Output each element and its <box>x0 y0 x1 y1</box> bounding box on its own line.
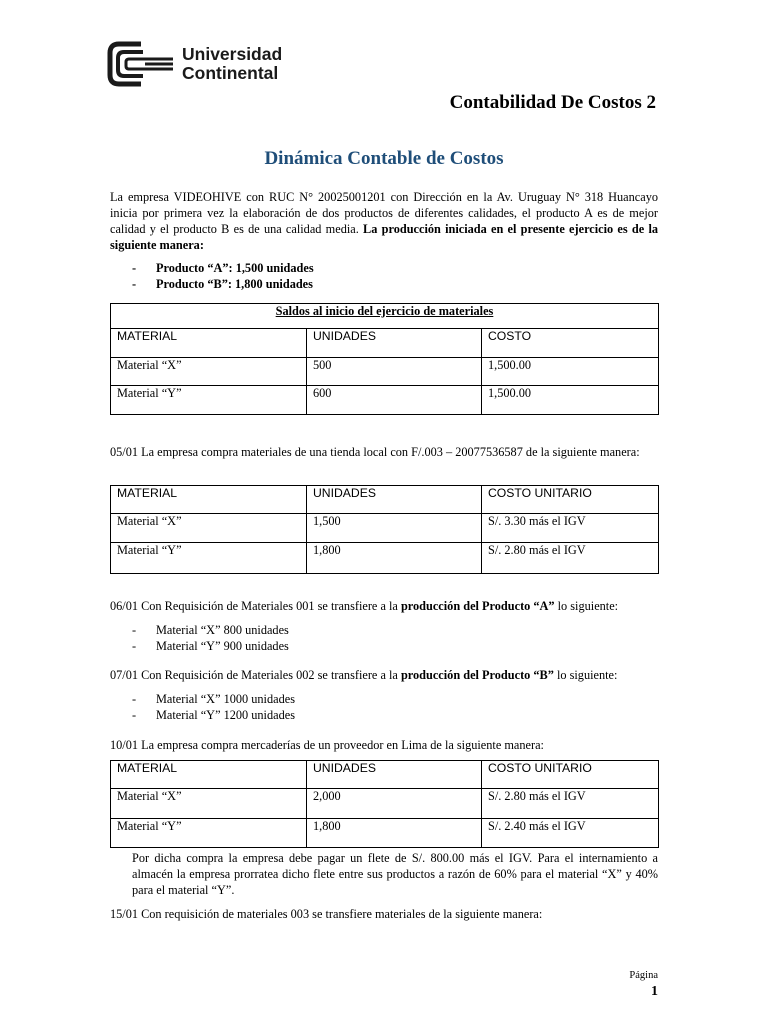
table-row <box>111 386 659 415</box>
list-item: - Producto “A”: 1,500 unidades <box>110 260 658 276</box>
table-caption: Saldos al inicio del ejercicio de materiales <box>111 304 659 329</box>
university-name <box>182 45 282 83</box>
logo-line-2: Continental <box>182 63 279 83</box>
paragraph-0601 <box>110 598 658 614</box>
page-number: 1 <box>651 984 658 999</box>
table-header: MATERIAL <box>111 761 307 789</box>
table-header: UNIDADES <box>307 329 482 358</box>
table-row <box>111 358 659 386</box>
table-cell: S/. 2.80 más el IGV <box>482 789 659 819</box>
table-cell: 1,800 <box>307 819 482 848</box>
page-label: Página <box>629 970 658 981</box>
intro-text: La empresa VIDEOHIVE con RUC N° 20025001201 con Dirección en la Av. Uruguay N° 318 Huancayo inicia por primera vez la elaboración de dos productos de diferentes calidades, el producto A es de mejor calidad y el producto B es de una calidad media. <box>110 190 658 236</box>
paragraph-0501: 05/01 La empresa compra materiales de una tienda local con F/.003 – 20077536587 de la siguiente manera: <box>110 445 640 459</box>
table-cell: 1,500.00 <box>482 386 659 415</box>
list-item: - Material “Y” 900 unidades <box>110 638 658 654</box>
table-cell: Material “X” <box>111 514 307 543</box>
table-cell: 1,500 <box>307 514 482 543</box>
university-logo-icon <box>107 41 175 87</box>
table-header: COSTO <box>482 329 659 358</box>
list-item: - Material “X” 800 unidades <box>110 622 658 638</box>
table-cell: S/. 2.40 más el IGV <box>482 819 659 848</box>
table-cell: 2,000 <box>307 789 482 819</box>
list-0601 <box>110 622 658 654</box>
text-segment: lo siguiente: <box>554 599 619 613</box>
opening-materials-table <box>110 303 659 415</box>
intro-bold-text: La producción iniciada en el presente ejercicio es de la siguiente manera: <box>110 222 659 252</box>
text-segment-bold: producción del Producto “B” <box>400 668 554 682</box>
table-cell: Material “X” <box>111 358 307 386</box>
table-cell: Material “Y” <box>111 819 307 848</box>
paragraph-1501: 15/01 Con requisición de materiales 003 se transfiere materiales de la siguiente manera: <box>110 907 543 921</box>
table-row <box>111 514 659 543</box>
table-cell: 1,800 <box>307 543 482 574</box>
table-row <box>111 819 659 848</box>
table-cell: S/. 2.80 más el IGV <box>482 543 659 574</box>
production-list <box>110 260 658 292</box>
table-row <box>111 543 659 574</box>
list-item: - Material “X” 1000 unidades <box>110 691 658 707</box>
table-cell: Material “Y” <box>111 386 307 415</box>
table-header: UNIDADES <box>307 761 482 789</box>
text-segment: 06/01 Con Requisición de Materiales 001 se transfiere a la <box>110 599 401 613</box>
text-segment: 07/01 Con Requisición de Materiales 002 se transfiere a la <box>110 668 401 682</box>
purchase-1001-table <box>110 760 659 848</box>
text-segment-bold: producción del Producto “A” <box>400 599 555 613</box>
text-segment: lo siguiente: <box>553 668 618 682</box>
table-header: MATERIAL <box>111 329 307 358</box>
logo-line-1: Universidad <box>182 44 283 64</box>
table-cell: 600 <box>307 386 482 415</box>
paragraph-0701 <box>110 667 658 683</box>
table-cell: 500 <box>307 358 482 386</box>
list-item: - Material “Y” 1200 unidades <box>110 707 658 723</box>
list-item: - Producto “B”: 1,800 unidades <box>110 276 658 292</box>
table-cell: Material “Y” <box>111 543 307 574</box>
table-row <box>111 789 659 819</box>
table-cell: S/. 3.30 más el IGV <box>482 514 659 543</box>
table-header: MATERIAL <box>111 486 307 514</box>
freight-note: Por dicha compra la empresa debe pagar un flete de S/. 800.00 más el IGV. Para el internamiento a almacén la empresa prorratea dicho flete entre sus productos a razón de 60% para el material “X” y 40% para el material “Y”. <box>132 851 658 897</box>
table-header: COSTO UNITARIO <box>482 761 659 789</box>
table-header: COSTO UNITARIO <box>482 486 659 514</box>
course-title: Contabilidad De Costos 2 <box>449 92 656 113</box>
intro-paragraph <box>110 189 658 253</box>
paragraph-1001: 10/01 La empresa compra mercaderías de un proveedor en Lima de la siguiente manera: <box>110 738 544 752</box>
list-0701 <box>110 691 658 723</box>
document-title: Dinámica Contable de Costos <box>264 148 504 169</box>
table-cell: Material “X” <box>111 789 307 819</box>
purchase-0501-table <box>110 485 659 574</box>
table-header: UNIDADES <box>307 486 482 514</box>
table-cell: 1,500.00 <box>482 358 659 386</box>
